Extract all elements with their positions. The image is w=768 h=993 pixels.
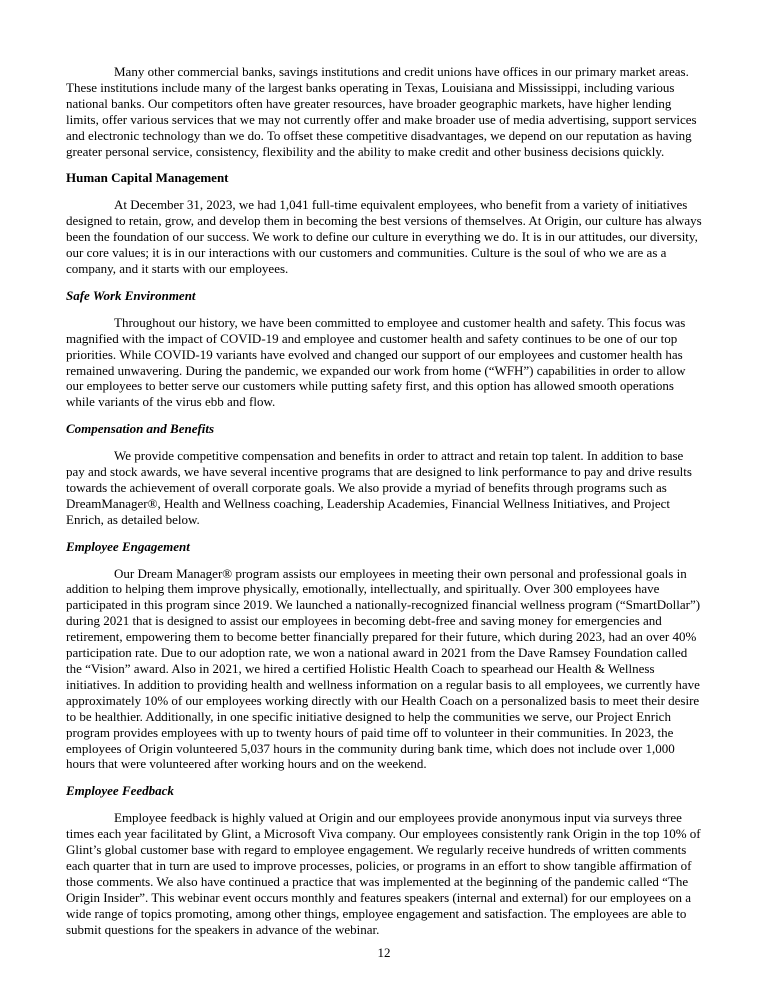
paragraph-safe-work-environment: Throughout our history, we have been committed to employee and customer health and safety. This focus was magnified with the impact of COVID-19 and employee and customer health and safety continues to be one of our top priorities. While COVID-19 variants have evolved and changed our support of our employees and customer health has remained unwavering. During the pandemic, we expanded our work from home (“WFH”) capabilities in order to allow our employees to better serve our customers while putting safety first, and this option has allowed smooth operations while variants of the virus ebb and flow. [66, 314, 686, 410]
paragraph-employee-engagement: Our Dream Manager® program assists our employees in meeting their own personal and professional goals in addition to helping them improve physically, emotionally, intellectually, and spiritually. Over 300 employees have participated in this program since 2019. We launched a nationally-recognized financial wellness program (“SmartDollar”) during 2021 that is designed to assist our employees in becoming debt-free and saving money for emergencies and retirement, empowering them to become better financially prepared for their future, which during 2023, had an over 40% participation rate. Due to our adoption rate, we won a national award in 2021 from the Dave Ramsey Foundation called the “Vision” award. Also in 2021, we hired a certified Holistic Health Coach to spearhead our Health & Wellness initiatives. In addition to providing health and wellness information on a regular basis to all employees, we currently have approximately 10% of our employees working directly with our Health Coach on a personalized basis to meet their desire to be healthier. Additionally, in one specific initiative designed to help the communities we serve, our Project Enrich program provides employees with up to twenty hours of paid time off to volunteer in their communities. In 2023, the employees of Origin volunteered 5,037 hours in the community during bank time, which does not include over 1,000 hours that were volunteered after working hours and on the weekend. [66, 565, 701, 772]
heading-employee-feedback: Employee Feedback [66, 783, 174, 799]
heading-human-capital-management: Human Capital Management [66, 170, 229, 186]
paragraph-human-capital: At December 31, 2023, we had 1,041 full-time equivalent employees, who benefit from a variety of initiatives designed to retain, grow, and develop them in becoming the best versions of themselves. At Origin, our culture has always been the foundation of our success. We work to define our culture in everything we do. It is in our attitudes, our diversity, our core values; it is in our interactions with our customers and communities. Culture is the soul of who we are as a company, and it starts with our employees. [66, 197, 702, 276]
heading-compensation-and-benefits: Compensation and Benefits [66, 421, 215, 437]
paragraph-competition: Many other commercial banks, savings institutions and credit unions have offices in our primary market areas. These institutions include many of the largest banks operating in Texas, Louisiana and Mississippi, including various national banks. Our competitors often have greater resources, have broader geographic markets, have higher lending limits, offer various services that we may not currently offer and make broader use of media advertising, support services and electronic technology than we do. To offset these competitive disadvantages, we depend on our reputation as having greater personal service, consistency, flexibility and the ability to make credit and other business decisions quickly. [66, 64, 697, 159]
paragraph-employee-feedback: Employee feedback is highly valued at Origin and our employees provide anonymous input via surveys three times each year facilitated by Glint, a Microsoft Viva company. Our employees consistently rank Origin in the top 10% of Glint’s global customer base with regard to employee engagement. We regularly receive hundreds of written comments each quarter that in turn are used to improve processes, policies, or programs in an effort to show tangible affirmation of those comments. We also have continued a practice that was implemented at the beginning of the pandemic called “The Origin Insider”. This webinar event occurs monthly and features speakers (internal and external) for our employees on a wide range of topics promoting, among other things, employee engagement and satisfaction. The employees are able to submit questions for the speakers in advance of the webinar. [66, 810, 701, 937]
paragraph-compensation-and-benefits: We provide competitive compensation and benefits in order to attract and retain top talent. In addition to base pay and stock awards, we have several incentive programs that are designed to link performance to pay and drive results towards the achievement of overall corporate goals. We also provide a myriad of benefits through programs such as DreamManager®, Health and Wellness coaching, Leadership Academies, Financial Wellness Initiatives, and Project Enrich, as detailed below. [66, 448, 692, 527]
heading-safe-work-environment: Safe Work Environment [66, 287, 196, 303]
page-number: 12 [377, 945, 391, 961]
heading-employee-engagement: Employee Engagement [66, 538, 190, 554]
